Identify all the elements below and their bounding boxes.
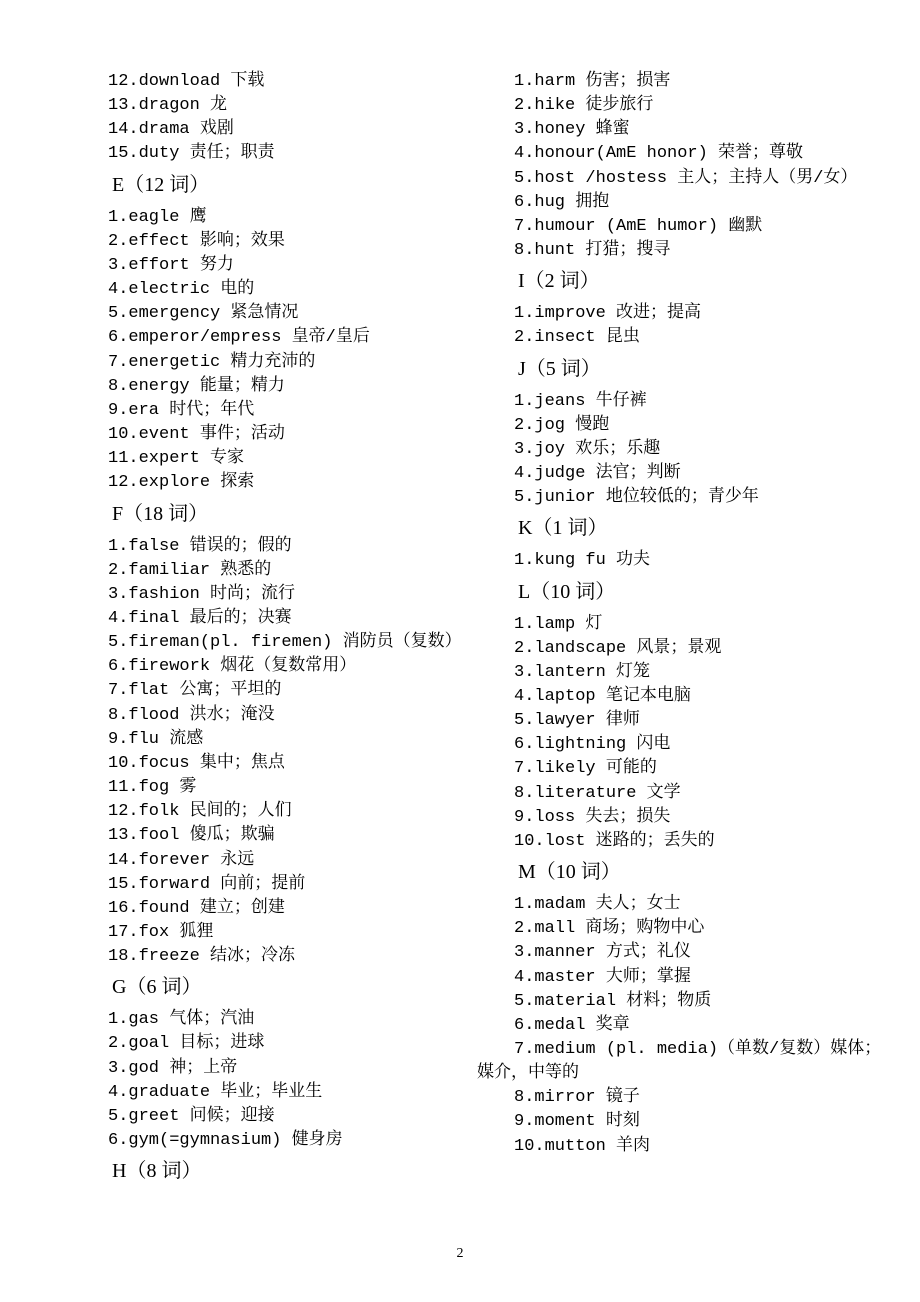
word-entry: 5.junior 地位较低的；青少年 <box>514 488 759 508</box>
section-heading-f: F（18 词） <box>112 502 209 525</box>
word-entry: 1.kung fu 功夫 <box>514 551 651 571</box>
page-number: 2 <box>456 1246 464 1261</box>
word-entry: 7.humour (AmE humor) 幽默 <box>514 216 763 236</box>
word-entry: 1.improve 改进；提高 <box>514 304 702 324</box>
word-entry: 2.mall 商场；购物中心 <box>514 919 705 939</box>
word-entry: 6.firework 烟花（复数常用） <box>108 657 357 677</box>
section-heading-l: L（10 词） <box>518 580 616 603</box>
word-entry: 15.duty 责任；职责 <box>108 144 275 164</box>
word-entry: 1.false 错误的；假的 <box>108 536 292 556</box>
section-heading-i: I（2 词） <box>518 270 600 293</box>
word-entry: 9.flu 流感 <box>108 729 204 749</box>
left-column <box>108 70 468 1192</box>
word-entry: 8.flood 洪水；淹没 <box>108 705 275 725</box>
word-entry: 6.lightning 闪电 <box>514 735 671 755</box>
section-heading-h: H（8 词） <box>112 1160 202 1183</box>
word-entry: 18.freeze 结冰；冷冻 <box>108 947 296 967</box>
word-entry: 14.forever 永远 <box>108 850 255 870</box>
word-entry-medium-line1: 7.medium (pl. media)（单数/复数）媒体； <box>514 1040 882 1059</box>
word-entry: 10.focus 集中；焦点 <box>108 753 285 773</box>
word-entry: 13.dragon 龙 <box>108 96 228 116</box>
word-entry: 14.drama 戏剧 <box>108 120 234 140</box>
word-entry: 4.electric 电的 <box>108 280 255 300</box>
word-entry: 11.expert 专家 <box>108 449 245 469</box>
word-entry: 16.found 建立；创建 <box>108 898 285 918</box>
word-entry: 12.folk 民间的；人们 <box>108 802 292 822</box>
word-entry: 4.judge 法官；判断 <box>514 464 681 484</box>
word-entry: 3.god 神；上帝 <box>108 1058 238 1078</box>
word-entry: 5.lawyer 律师 <box>514 711 640 731</box>
word-entry: 1.jeans 牛仔裤 <box>514 391 647 411</box>
word-entry: 6.gym(=gymnasium) 健身房 <box>108 1131 343 1151</box>
word-entry: 1.madam 夫人；女士 <box>514 895 681 915</box>
word-entry: 3.manner 方式；礼仪 <box>514 943 691 963</box>
word-entry: 8.mirror 镜子 <box>514 1088 640 1108</box>
word-entry: 3.effort 努力 <box>108 255 234 275</box>
word-entry: 17.fox 狐狸 <box>108 923 214 942</box>
word-entry: 7.flat 公寓；平坦的 <box>108 681 282 701</box>
word-entry: 1.harm 伤害；损害 <box>514 72 671 91</box>
word-entry: 13.fool 傻瓜；欺骗 <box>108 826 275 846</box>
word-entry: 2.hike 徒步旅行 <box>514 96 654 116</box>
word-entry: 5.greet 问候；迎接 <box>108 1106 275 1126</box>
word-entry: 1.eagle 鹰 <box>108 207 207 227</box>
word-entry: 12.download 下载 <box>108 72 265 91</box>
word-entry: 7.energetic 精力充沛的 <box>108 352 316 372</box>
word-entry: 4.honour(AmE honor) 荣誉；尊敬 <box>514 144 804 164</box>
word-entry: 4.final 最后的；决赛 <box>108 608 292 628</box>
word-entry: 8.literature 文学 <box>514 783 681 803</box>
word-entry: 1.gas 气体；汽油 <box>108 1010 255 1030</box>
word-entry: 9.moment 时刻 <box>514 1112 640 1132</box>
word-entry: 5.fireman(pl. firemen) 消防员（复数） <box>108 633 462 653</box>
word-entry: 5.material 材料；物质 <box>514 991 712 1011</box>
word-entry: 15.forward 向前；提前 <box>108 874 306 894</box>
word-entry: 11.fog 雾 <box>108 778 197 798</box>
word-entry: 3.honey 蜂蜜 <box>514 120 630 140</box>
word-entry: 2.landscape 风景；景观 <box>514 638 722 658</box>
word-entry: 6.medal 奖章 <box>514 1015 630 1035</box>
section-heading-k: K（1 词） <box>518 517 608 540</box>
word-entry-medium <box>477 1038 894 1086</box>
section-heading-g: G（6 词） <box>112 976 202 999</box>
word-entry: 2.familiar 熟悉的 <box>108 560 272 580</box>
word-entry: 4.master 大师；掌握 <box>514 967 691 987</box>
section-heading-e: E（12 词） <box>112 173 210 196</box>
word-entry: 5.emergency 紧急情况 <box>108 304 299 324</box>
word-entry-medium-line2: 媒介，中等的 <box>477 1064 579 1084</box>
section-heading-m: M（10 词） <box>518 861 621 884</box>
word-entry: 5.host /hostess 主人；主持人（男/女） <box>514 168 858 188</box>
right-column <box>477 70 894 1159</box>
word-entry: 8.energy 能量；精力 <box>108 376 285 396</box>
word-entry: 6.emperor/empress 皇帝/皇后 <box>108 328 370 348</box>
word-entry: 9.loss 失去；损失 <box>514 807 671 827</box>
word-entry: 2.jog 慢跑 <box>514 415 610 435</box>
word-entry: 2.effect 影响；效果 <box>108 231 285 251</box>
word-entry: 4.graduate 毕业；毕业生 <box>108 1082 323 1102</box>
word-entry: 10.mutton 羊肉 <box>514 1136 651 1156</box>
word-entry: 12.explore 探索 <box>108 473 255 493</box>
word-entry: 1.lamp 灯 <box>514 614 603 634</box>
word-entry: 3.joy 欢乐；乐趣 <box>514 439 661 459</box>
word-entry: 7.likely 可能的 <box>514 759 657 779</box>
word-entry: 2.insect 昆虫 <box>514 328 640 348</box>
word-entry: 2.goal 目标；进球 <box>108 1034 265 1054</box>
word-entry: 10.lost 迷路的；丢失的 <box>514 831 715 851</box>
word-entry: 3.fashion 时尚；流行 <box>108 584 296 604</box>
word-entry: 10.event 事件；活动 <box>108 425 285 445</box>
word-entry: 6.hug 拥抱 <box>514 192 610 212</box>
word-entry: 4.laptop 笔记本电脑 <box>514 686 691 706</box>
word-entry: 3.lantern 灯笼 <box>514 662 651 682</box>
word-entry: 8.hunt 打猎；搜寻 <box>514 241 671 261</box>
section-heading-j: J（5 词） <box>518 357 601 380</box>
word-entry: 9.era 时代；年代 <box>108 400 255 420</box>
